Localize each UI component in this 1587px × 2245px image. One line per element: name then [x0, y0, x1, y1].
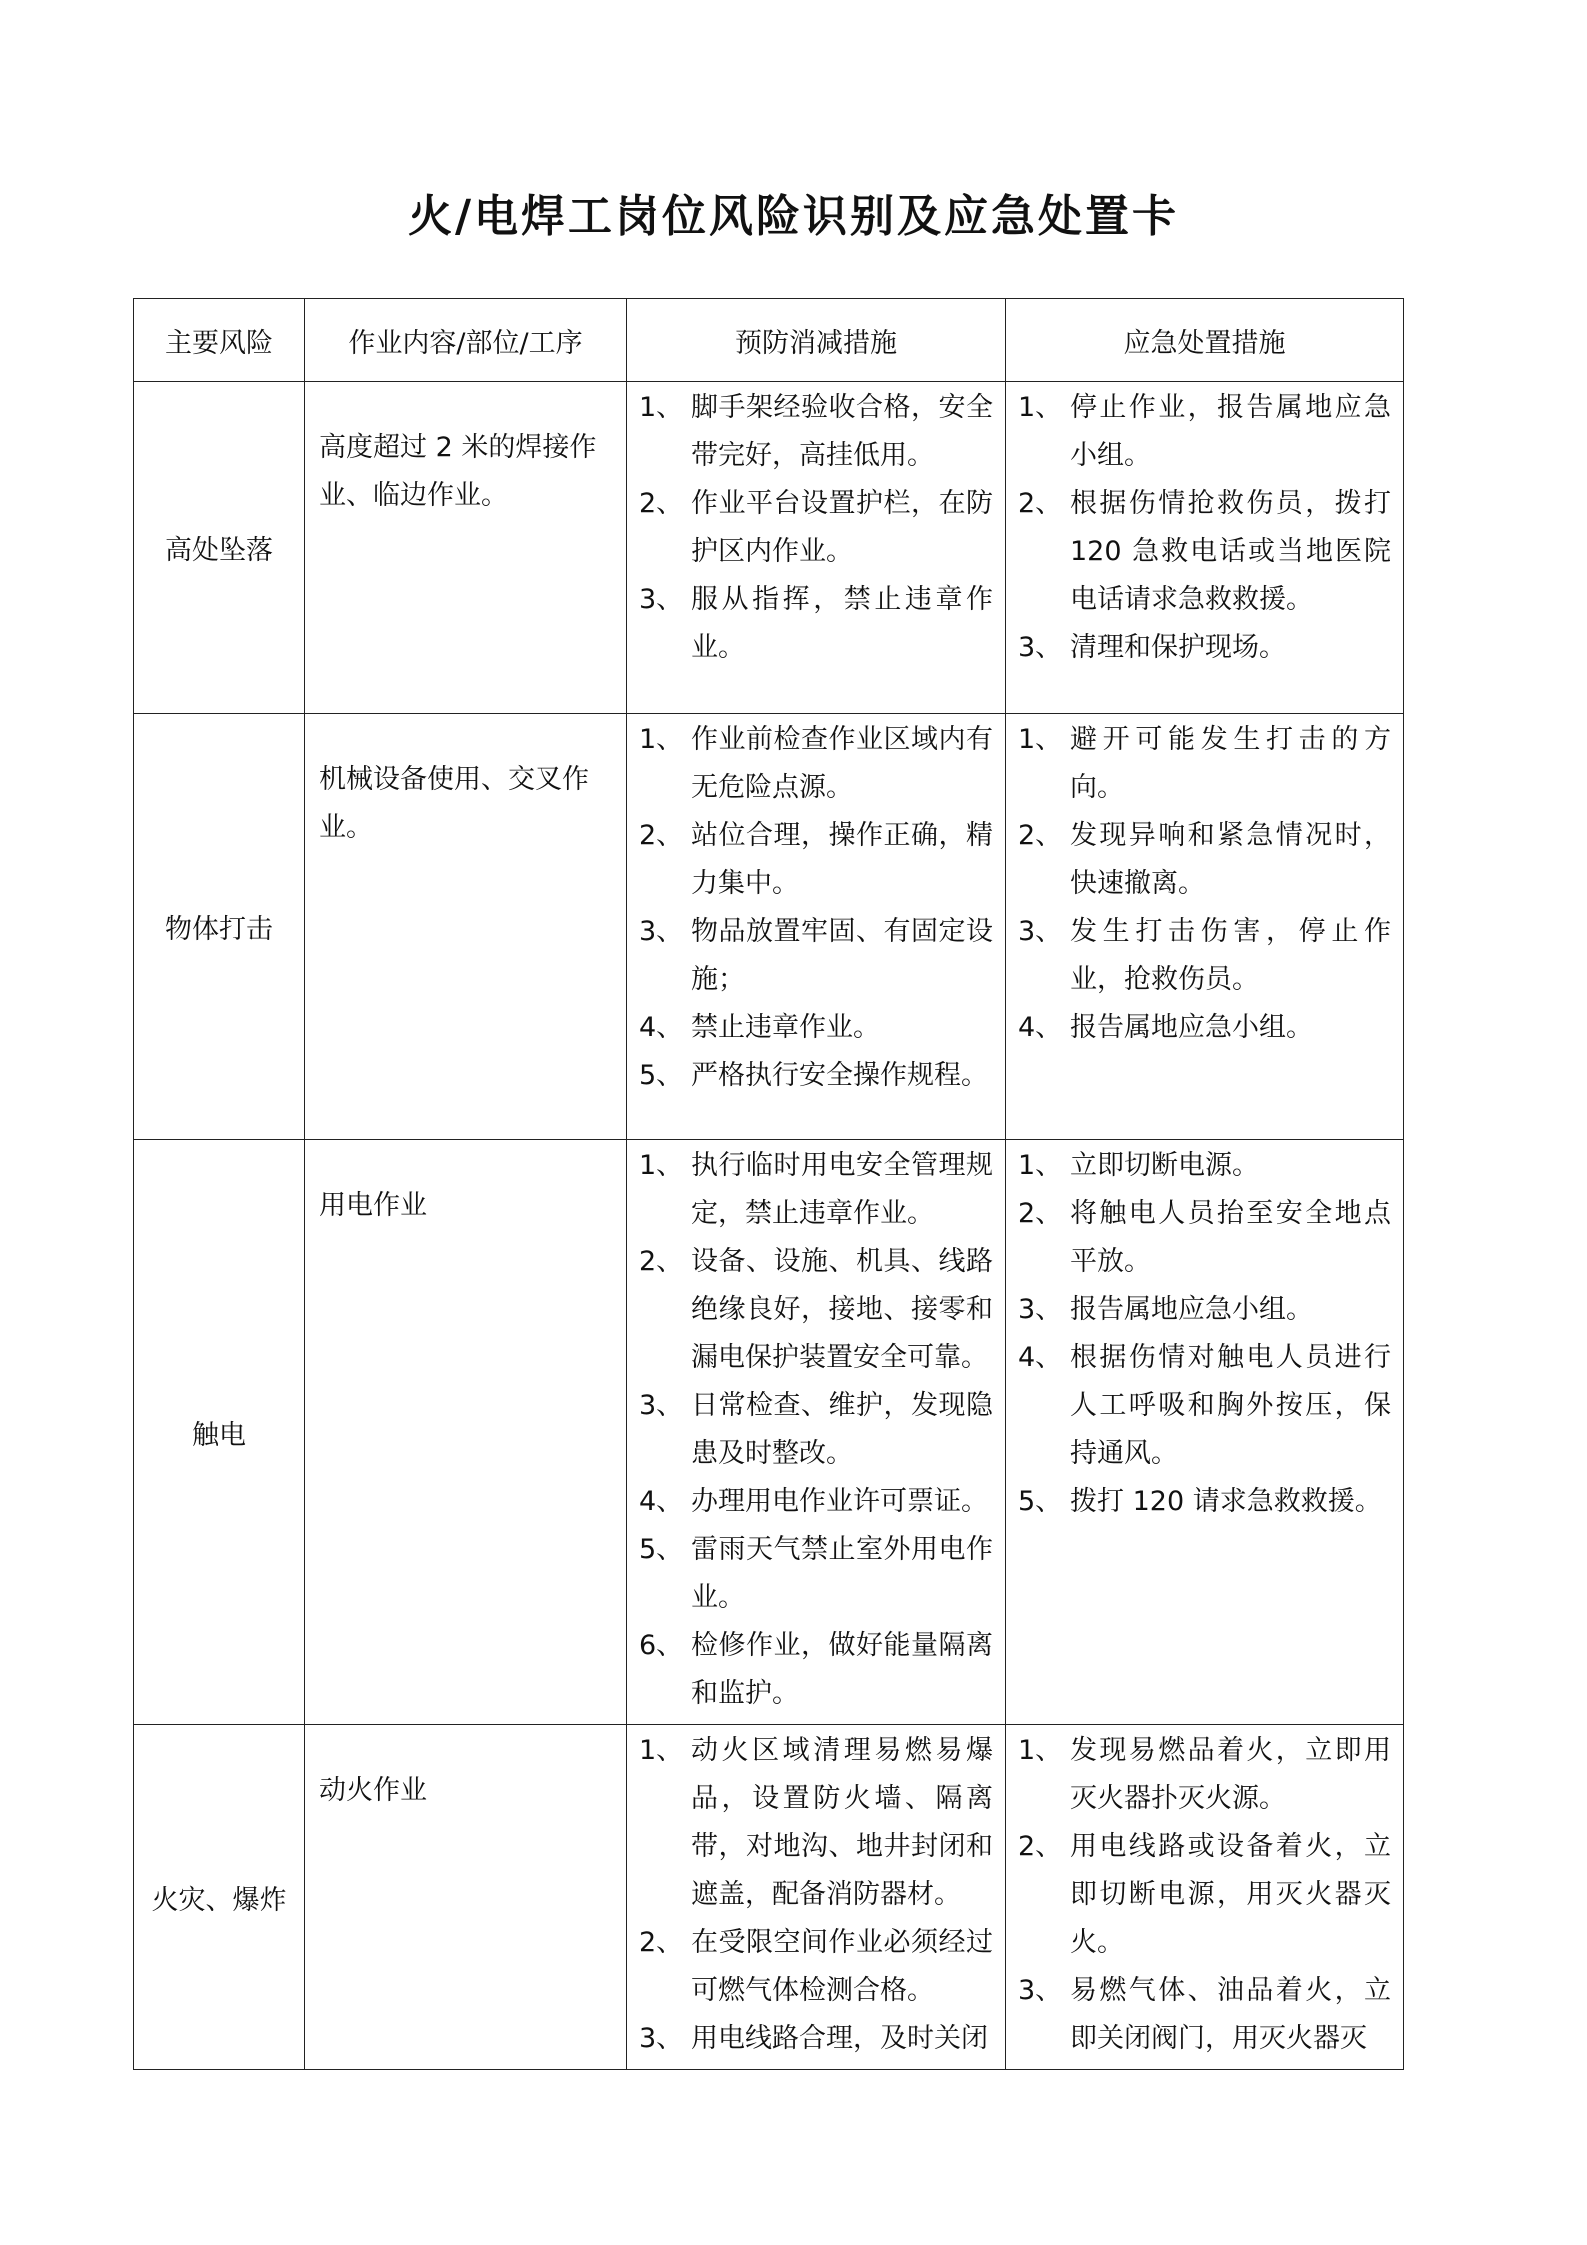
prevention-measures-list [639, 1142, 993, 1718]
item-text: 立即切断电源。 [1070, 1150, 1259, 1181]
item-text: 脚手架经验收合格，安全带完好，高挂低用。 [691, 392, 993, 471]
work-content-cell: 机械设备使用、交叉作业。 [305, 714, 627, 1140]
item-number: 2、 [639, 488, 684, 519]
list-item [639, 1526, 993, 1622]
item-number: 5、 [1018, 1486, 1063, 1517]
item-text: 停止作业，报告属地应急小组。 [1070, 392, 1391, 471]
item-number: 3、 [1018, 632, 1063, 663]
emergency-measures-list [1018, 1142, 1391, 1526]
item-number: 4、 [639, 1486, 684, 1517]
list-item [1018, 480, 1391, 624]
risk-table [133, 298, 1404, 2070]
list-item [639, 1004, 993, 1052]
item-text: 作业前检查作业区域内有无危险点源。 [691, 724, 993, 803]
list-item [639, 716, 993, 812]
header-emergency: 应急处置措施 [1006, 299, 1404, 382]
item-text: 站位合理，操作正确，精力集中。 [691, 820, 993, 899]
list-item [639, 1142, 993, 1238]
item-text: 作业平台设置护栏，在防护区内作业。 [691, 488, 993, 567]
item-number: 3、 [639, 2023, 684, 2054]
item-text: 用电线路合理，及时关闭 [691, 2023, 988, 2054]
item-number: 1、 [1018, 392, 1063, 423]
risk-name-cell: 物体打击 [134, 714, 305, 1140]
prevention-measures-cell [627, 714, 1006, 1140]
list-item [639, 576, 993, 672]
item-number: 1、 [639, 392, 684, 423]
work-content-cell: 动火作业 [305, 1725, 627, 2070]
risk-name-cell: 触电 [134, 1140, 305, 1725]
item-number: 4、 [1018, 1012, 1063, 1043]
risk-name-cell: 火灾、爆炸 [134, 1725, 305, 2070]
item-text: 在受限空间作业必须经过可燃气体检测合格。 [691, 1927, 993, 2006]
list-item [639, 1382, 993, 1478]
table-row [134, 382, 1404, 714]
item-text: 发生打击伤害，停止作业，抢救伤员。 [1070, 916, 1391, 995]
item-text: 避开可能发生打击的方向。 [1070, 724, 1391, 803]
item-text: 清理和保护现场。 [1070, 632, 1286, 663]
prevention-measures-list [639, 1727, 993, 2063]
item-text: 发现异响和紧急情况时，快速撤离。 [1070, 820, 1391, 899]
list-item [639, 384, 993, 480]
item-number: 3、 [1018, 916, 1063, 947]
item-text: 用电线路或设备着火，立即切断电源，用灭火器灭火。 [1070, 1831, 1391, 1958]
item-text: 拨打 120 请求急救救援。 [1070, 1486, 1382, 1517]
item-text: 物品放置牢固、有固定设施； [691, 916, 993, 995]
emergency-measures-list [1018, 1727, 1391, 2063]
table-body [134, 382, 1404, 2070]
prevention-measures-cell [627, 1725, 1006, 2070]
emergency-measures-list [1018, 716, 1391, 1052]
item-text: 发现易燃品着火，立即用灭火器扑灭火源。 [1070, 1735, 1391, 1814]
item-number: 6、 [639, 1630, 684, 1661]
emergency-measures-cell [1006, 382, 1404, 714]
list-item [639, 480, 993, 576]
prevention-measures-cell [627, 382, 1006, 714]
prevention-measures-list [639, 716, 993, 1100]
list-item [1018, 1727, 1391, 1823]
list-item [639, 2015, 993, 2063]
list-item [1018, 1286, 1391, 1334]
list-item [639, 1478, 993, 1526]
emergency-measures-cell [1006, 714, 1404, 1140]
list-item [1018, 1004, 1391, 1052]
list-item [1018, 1190, 1391, 1286]
header-main-risk: 主要风险 [134, 299, 305, 382]
item-number: 3、 [639, 1390, 684, 1421]
header-prevention: 预防消减措施 [627, 299, 1006, 382]
item-text: 易燃气体、油品着火，立即关闭阀门，用灭火器灭 [1070, 1975, 1391, 2054]
item-number: 2、 [639, 1246, 684, 1277]
list-item [1018, 1142, 1391, 1190]
list-item [639, 1622, 993, 1718]
item-text: 根据伤情对触电人员进行人工呼吸和胸外按压，保持通风。 [1070, 1342, 1391, 1469]
item-number: 3、 [1018, 1975, 1063, 2006]
item-text: 根据伤情抢救伤员，拨打 120 急救电话或当地医院电话请求急救救援。 [1070, 488, 1391, 615]
item-text: 服从指挥，禁止违章作业。 [691, 584, 993, 663]
item-number: 3、 [1018, 1294, 1063, 1325]
list-item [1018, 716, 1391, 812]
risk-name-cell: 高处坠落 [134, 382, 305, 714]
item-number: 1、 [1018, 1150, 1063, 1181]
item-text: 检修作业，做好能量隔离和监护。 [691, 1630, 993, 1709]
list-item [639, 1052, 993, 1100]
list-item [1018, 624, 1391, 672]
table-header-row [134, 299, 1404, 382]
list-item [1018, 1478, 1391, 1526]
prevention-measures-list [639, 384, 993, 672]
item-number: 1、 [639, 1735, 684, 1766]
list-item [639, 1919, 993, 2015]
list-item [1018, 1823, 1391, 1967]
item-number: 3、 [639, 916, 684, 947]
emergency-measures-cell [1006, 1725, 1404, 2070]
item-text: 设备、设施、机具、线路绝缘良好，接地、接零和漏电保护装置安全可靠。 [691, 1246, 993, 1373]
item-number: 5、 [639, 1060, 684, 1091]
list-item [639, 908, 993, 1004]
list-item [1018, 384, 1391, 480]
header-work-content: 作业内容/部位/工序 [305, 299, 627, 382]
emergency-measures-list [1018, 384, 1391, 672]
item-number: 5、 [639, 1534, 684, 1565]
prevention-measures-cell [627, 1140, 1006, 1725]
item-text: 办理用电作业许可票证。 [691, 1486, 988, 1517]
work-content-cell: 用电作业 [305, 1140, 627, 1725]
emergency-measures-cell [1006, 1140, 1404, 1725]
table-row [134, 714, 1404, 1140]
item-text: 报告属地应急小组。 [1070, 1294, 1313, 1325]
table-row [134, 1725, 1404, 2070]
list-item [1018, 908, 1391, 1004]
page-title: 火/电焊工岗位风险识别及应急处置卡 [407, 191, 1180, 242]
item-number: 2、 [639, 1927, 684, 1958]
item-text: 将触电人员抬至安全地点平放。 [1070, 1198, 1391, 1277]
item-number: 1、 [1018, 724, 1063, 755]
item-number: 4、 [639, 1012, 684, 1043]
item-text: 禁止违章作业。 [691, 1012, 880, 1043]
item-number: 4、 [1018, 1342, 1063, 1373]
item-number: 2、 [1018, 488, 1063, 519]
item-number: 1、 [1018, 1735, 1063, 1766]
item-text: 日常检查、维护，发现隐患及时整改。 [691, 1390, 993, 1469]
list-item [639, 1238, 993, 1382]
item-number: 1、 [639, 1150, 684, 1181]
item-number: 1、 [639, 724, 684, 755]
item-number: 2、 [639, 820, 684, 851]
item-number: 2、 [1018, 1198, 1063, 1229]
item-number: 2、 [1018, 820, 1063, 851]
work-content-cell: 高度超过 2 米的焊接作业、临边作业。 [305, 382, 627, 714]
list-item [639, 1727, 993, 1919]
item-text: 严格执行安全操作规程。 [691, 1060, 988, 1091]
item-text: 报告属地应急小组。 [1070, 1012, 1313, 1043]
list-item [1018, 812, 1391, 908]
item-number: 3、 [639, 584, 684, 615]
item-text: 执行临时用电安全管理规定，禁止违章作业。 [691, 1150, 993, 1229]
table-row [134, 1140, 1404, 1725]
item-text: 雷雨天气禁止室外用电作业。 [691, 1534, 993, 1613]
list-item [1018, 1967, 1391, 2063]
item-number: 2、 [1018, 1831, 1063, 1862]
list-item [1018, 1334, 1391, 1478]
list-item [639, 812, 993, 908]
item-text: 动火区域清理易燃易爆品，设置防火墙、隔离带，对地沟、地井封闭和遮盖，配备消防器材。 [691, 1735, 993, 1910]
